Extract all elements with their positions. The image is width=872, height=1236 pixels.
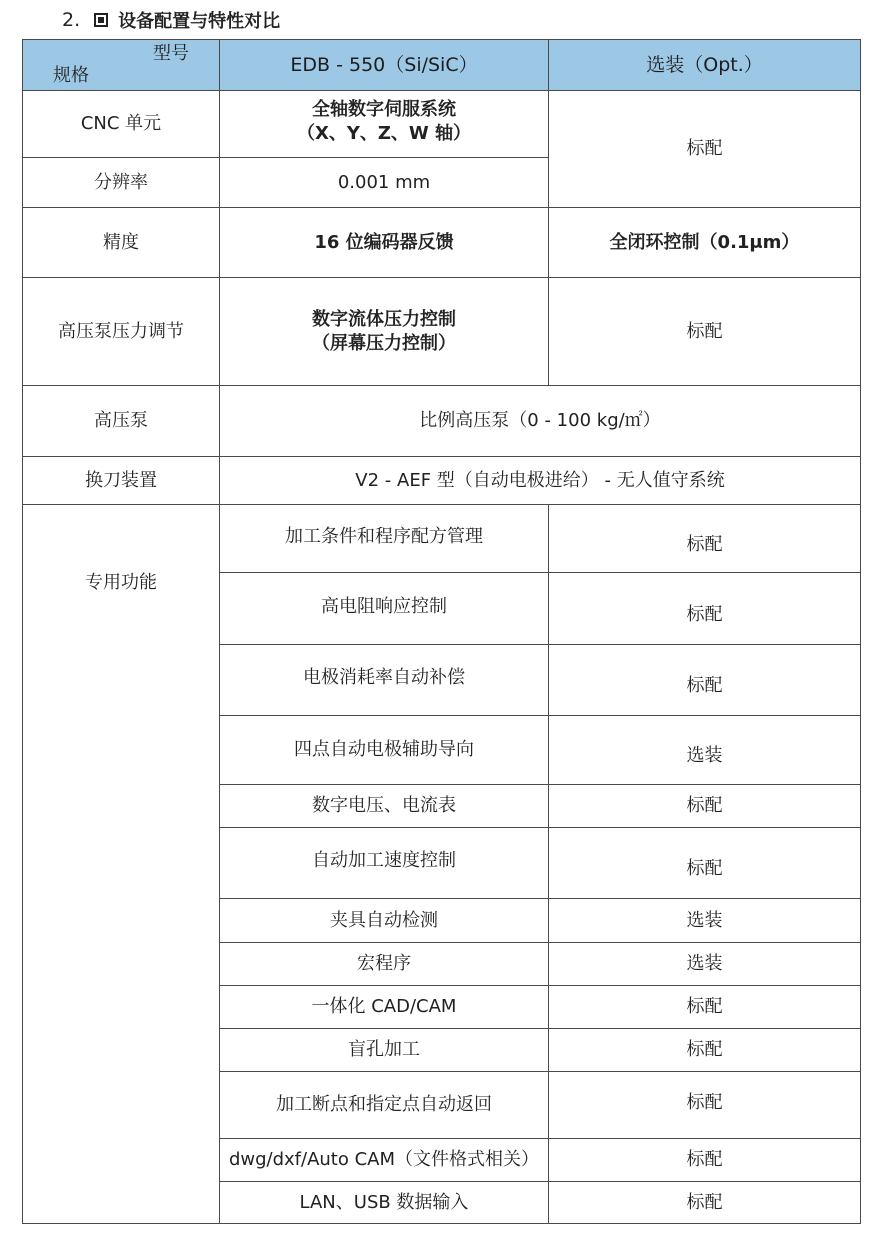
feature-cell: 夹具自动检测 bbox=[220, 899, 549, 943]
model-column-header: EDB - 550（Si/SiC） bbox=[220, 40, 549, 91]
feature-option: 标配 bbox=[549, 1182, 861, 1224]
table-header-row bbox=[23, 40, 861, 91]
feature-cell: 数字电压、电流表 bbox=[220, 785, 549, 828]
feature-cell bbox=[220, 505, 549, 573]
table-row bbox=[23, 457, 861, 505]
option-text: 标配 bbox=[686, 858, 723, 879]
row-option-value: 标配 bbox=[549, 278, 861, 386]
feature-option bbox=[549, 573, 861, 645]
checkbox-filled-icon bbox=[94, 13, 108, 27]
row-label: 换刀装置 bbox=[23, 457, 220, 505]
section-number: 2. bbox=[62, 9, 81, 31]
feature-text: 高电阻响应控制 bbox=[321, 595, 447, 617]
feature-cell: 加工断点和指定点自动返回 bbox=[220, 1072, 549, 1139]
row-label: 分辨率 bbox=[23, 158, 220, 208]
section-heading bbox=[62, 6, 280, 34]
row-label: CNC 单元 bbox=[23, 91, 220, 158]
table-row bbox=[23, 91, 861, 158]
model-value-line2: （屏幕压力控制） bbox=[312, 332, 456, 354]
feature-text: 自动加工速度控制 bbox=[312, 850, 456, 871]
row-label: 高压泵 bbox=[23, 386, 220, 457]
table-row bbox=[23, 386, 861, 457]
model-value-line1: 全轴数字伺服系统 bbox=[312, 99, 456, 120]
special-functions-label: 专用功能 bbox=[23, 505, 220, 1224]
feature-cell: LAN、USB 数据输入 bbox=[220, 1182, 549, 1224]
feature-option: 选装 bbox=[549, 899, 861, 943]
row-model-value: 0.001 mm bbox=[220, 158, 549, 208]
feature-cell: 宏程序 bbox=[220, 943, 549, 986]
feature-cell bbox=[220, 573, 549, 645]
feature-cell bbox=[220, 828, 549, 899]
row-model-value: 16 位编码器反馈 bbox=[220, 208, 549, 278]
feature-text: 电极消耗率自动补偿 bbox=[303, 667, 465, 688]
feature-option: 标配 bbox=[549, 1029, 861, 1072]
feature-option bbox=[549, 716, 861, 785]
model-value-line1: 数字流体压力控制 bbox=[312, 308, 456, 330]
feature-option: 标配 bbox=[549, 785, 861, 828]
row-merged-value: 比例高压泵（0 - 100 kg/㎡） bbox=[220, 386, 861, 457]
feature-cell: 四点自动电极辅助导向 bbox=[220, 716, 549, 785]
table-row bbox=[23, 208, 861, 278]
feature-option: 标配 bbox=[549, 1139, 861, 1182]
row-model-value bbox=[220, 278, 549, 386]
feature-option bbox=[549, 645, 861, 716]
row-option-value: 全闭环控制（0.1μm） bbox=[549, 208, 861, 278]
row-model-value bbox=[220, 91, 549, 158]
table-row bbox=[23, 278, 861, 386]
feature-option bbox=[549, 1072, 861, 1139]
feature-option bbox=[549, 505, 861, 573]
feature-option bbox=[549, 828, 861, 899]
table-row bbox=[23, 505, 861, 573]
feature-text: 加工条件和程序配方管理 bbox=[285, 525, 483, 547]
feature-option: 选装 bbox=[549, 943, 861, 986]
option-column-header: 选装（Opt.） bbox=[549, 40, 861, 91]
corner-header-cell bbox=[23, 40, 220, 91]
option-text: 标配 bbox=[686, 675, 723, 696]
option-text: 标配 bbox=[686, 533, 723, 555]
feature-cell: 盲孔加工 bbox=[220, 1029, 549, 1072]
model-value-line2: （X、Y、Z、W 轴） bbox=[296, 123, 472, 144]
feature-cell bbox=[220, 645, 549, 716]
feature-cell: dwg/dxf/Auto CAM（文件格式相关） bbox=[220, 1139, 549, 1182]
corner-model-label: 型号 bbox=[153, 43, 189, 64]
feature-option: 标配 bbox=[549, 986, 861, 1029]
row-label: 精度 bbox=[23, 208, 220, 278]
feature-cell: 一体化 CAD/CAM bbox=[220, 986, 549, 1029]
row-option-value: 标配 bbox=[549, 91, 861, 208]
option-text: 标配 bbox=[686, 1092, 723, 1113]
section-title: 设备配置与特性对比 bbox=[118, 11, 281, 32]
spec-table bbox=[22, 39, 861, 1224]
option-text: 标配 bbox=[686, 603, 723, 625]
option-text: 选装 bbox=[686, 745, 723, 766]
corner-spec-label: 规格 bbox=[53, 65, 89, 86]
row-label: 高压泵压力调节 bbox=[23, 278, 220, 386]
row-merged-value: V2 - AEF 型（自动电极进给） - 无人值守系统 bbox=[220, 457, 861, 505]
